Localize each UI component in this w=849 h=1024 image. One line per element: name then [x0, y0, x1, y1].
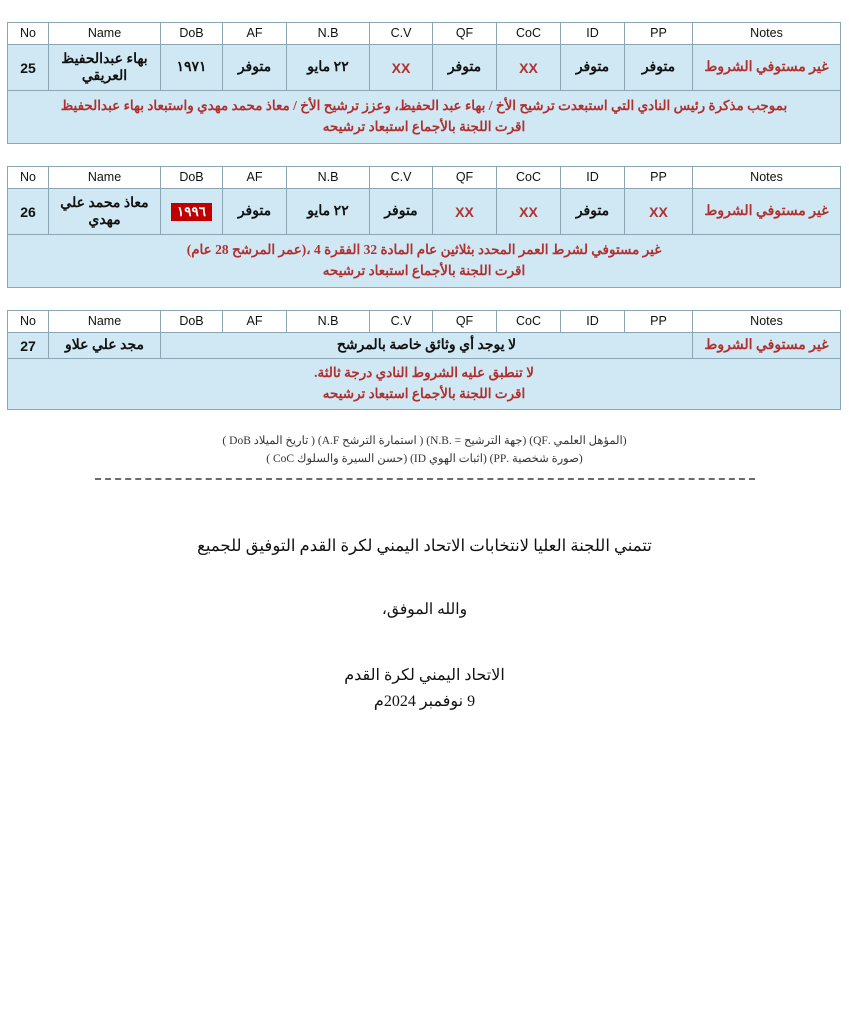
table-row	[8, 45, 841, 91]
column-header-notes: Notes	[693, 23, 841, 45]
column-header-coc: CoC	[497, 23, 561, 45]
closing-block	[8, 536, 841, 619]
cell-name: بهاء عبدالحفيظ العريقي	[49, 45, 161, 91]
cell-id: متوفر	[561, 189, 625, 235]
column-header-no: No	[8, 23, 49, 45]
cell-no: 26	[8, 189, 49, 235]
note-cell	[8, 91, 841, 144]
cell-id: متوفر	[561, 45, 625, 91]
cell-qf: متوفر	[433, 45, 497, 91]
cell-af: متوفر	[223, 189, 287, 235]
column-header-pp: PP	[625, 167, 693, 189]
column-header-cv: C.V	[370, 167, 433, 189]
column-header-id: ID	[561, 23, 625, 45]
column-header-dob: DoB	[161, 23, 223, 45]
cell-pp: XX	[625, 189, 693, 235]
cell-dob	[161, 189, 223, 235]
table-header-row	[8, 23, 841, 45]
column-header-id: ID	[561, 167, 625, 189]
column-header-af: AF	[223, 311, 287, 333]
table-note-row	[8, 235, 841, 288]
column-header-name: Name	[49, 23, 161, 45]
column-header-af: AF	[223, 167, 287, 189]
column-header-cv: C.V	[370, 311, 433, 333]
column-header-name: Name	[49, 167, 161, 189]
note-line-1: بموجب مذكرة رئيس النادي التي استبعدت ترشيح الأخ / بهاء عبد الحفيظ، وعزز ترشيح الأخ / معاذ محمد مهدي واستبعاد بهاء عبدالحفيظ	[60, 98, 788, 114]
cell-cv: XX	[370, 45, 433, 91]
cell-cv: متوفر	[370, 189, 433, 235]
cell-nb: ٢٢ مايو	[287, 45, 370, 91]
dashed-divider	[95, 478, 755, 480]
signature-date: 9 نوفمبر 2024م	[373, 693, 476, 711]
cell-qf: XX	[433, 189, 497, 235]
column-header-qf: QF	[433, 23, 497, 45]
table-note-row	[8, 359, 841, 410]
note-line-2: اقرت اللجنة بالأجماع استبعاد ترشيحه	[322, 385, 526, 401]
column-header-nb: N.B	[287, 311, 370, 333]
note-line-1: لا تنطبق عليه الشروط النادي درجة ثالثة.	[314, 365, 534, 380]
candidate-table-27	[7, 310, 841, 410]
column-header-coc: CoC	[497, 167, 561, 189]
cell-af: متوفر	[223, 45, 287, 91]
column-header-coc: CoC	[497, 311, 561, 333]
cell-dob: ١٩٧١	[161, 45, 223, 91]
column-header-id: ID	[561, 311, 625, 333]
note-line-1: غير مستوفي لشرط العمر المحدد بثلاثين عام المادة 32 الفقرة 4 ،(عمر المرشح 28 عام)	[186, 242, 662, 258]
note-cell	[8, 359, 841, 410]
column-header-nb: N.B	[287, 23, 370, 45]
column-header-qf: QF	[433, 167, 497, 189]
signature-block	[8, 663, 841, 716]
column-header-cv: C.V	[370, 23, 433, 45]
column-header-name: Name	[49, 311, 161, 333]
closing-wish: تتمني اللجنة العليا لانتخابات الاتحاد اليمني لكرة القدم التوفيق للجميع	[197, 535, 652, 555]
legend-line-2: (صورة شخصية .PP) (اثبات الهوي ID) (حسن السيرة والسلوك CoC )	[266, 453, 583, 466]
cell-no: 27	[8, 333, 49, 359]
column-header-notes: Notes	[693, 167, 841, 189]
note-line-2: اقرت اللجنة بالأجماع استبعاد ترشيحه	[322, 263, 526, 278]
table-header-row	[8, 167, 841, 189]
column-header-nb: N.B	[287, 167, 370, 189]
legend-line-1: (المؤهل العلمي .QF) (جهة الترشيح = .N.B) ( استمارة الترشح A.F) ( تاريخ الميلاد DoB )	[222, 434, 627, 447]
cell-no-documents: لا يوجد أي وثائق خاصة بالمرشح	[161, 333, 693, 359]
table-row	[8, 189, 841, 235]
column-header-pp: PP	[625, 23, 693, 45]
signature-organization: الاتحاد اليمني لكرة القدم	[344, 666, 505, 684]
closing-blessing: والله الموفق،	[381, 600, 468, 618]
cell-coc: XX	[497, 45, 561, 91]
candidate-table-26	[7, 166, 841, 288]
note-line-2: اقرت اللجنة بالأجماع استبعاد ترشيحه	[322, 119, 526, 134]
candidate-table-25	[7, 22, 841, 144]
cell-notes: غير مستوفي الشروط	[693, 333, 841, 359]
note-cell	[8, 235, 841, 288]
column-header-no: No	[8, 311, 49, 333]
column-header-dob: DoB	[161, 311, 223, 333]
table-note-row	[8, 91, 841, 144]
cell-nb: ٢٢ مايو	[287, 189, 370, 235]
column-header-no: No	[8, 167, 49, 189]
table-header-row	[8, 311, 841, 333]
cell-coc: XX	[497, 189, 561, 235]
cell-name: معاذ محمد علي مهدي	[49, 189, 161, 235]
cell-pp: متوفر	[625, 45, 693, 91]
cell-notes: غير مستوفي الشروط	[693, 189, 841, 235]
cell-name: مجد علي علاو	[49, 333, 161, 359]
cell-notes: غير مستوفي الشروط	[693, 45, 841, 91]
column-header-pp: PP	[625, 311, 693, 333]
column-header-dob: DoB	[161, 167, 223, 189]
column-header-af: AF	[223, 23, 287, 45]
table-row	[8, 333, 841, 359]
column-header-notes: Notes	[693, 311, 841, 333]
column-header-qf: QF	[433, 311, 497, 333]
cell-no: 25	[8, 45, 49, 91]
dob-highlight: ١٩٩٦	[171, 203, 212, 221]
abbreviation-legend	[8, 432, 841, 469]
